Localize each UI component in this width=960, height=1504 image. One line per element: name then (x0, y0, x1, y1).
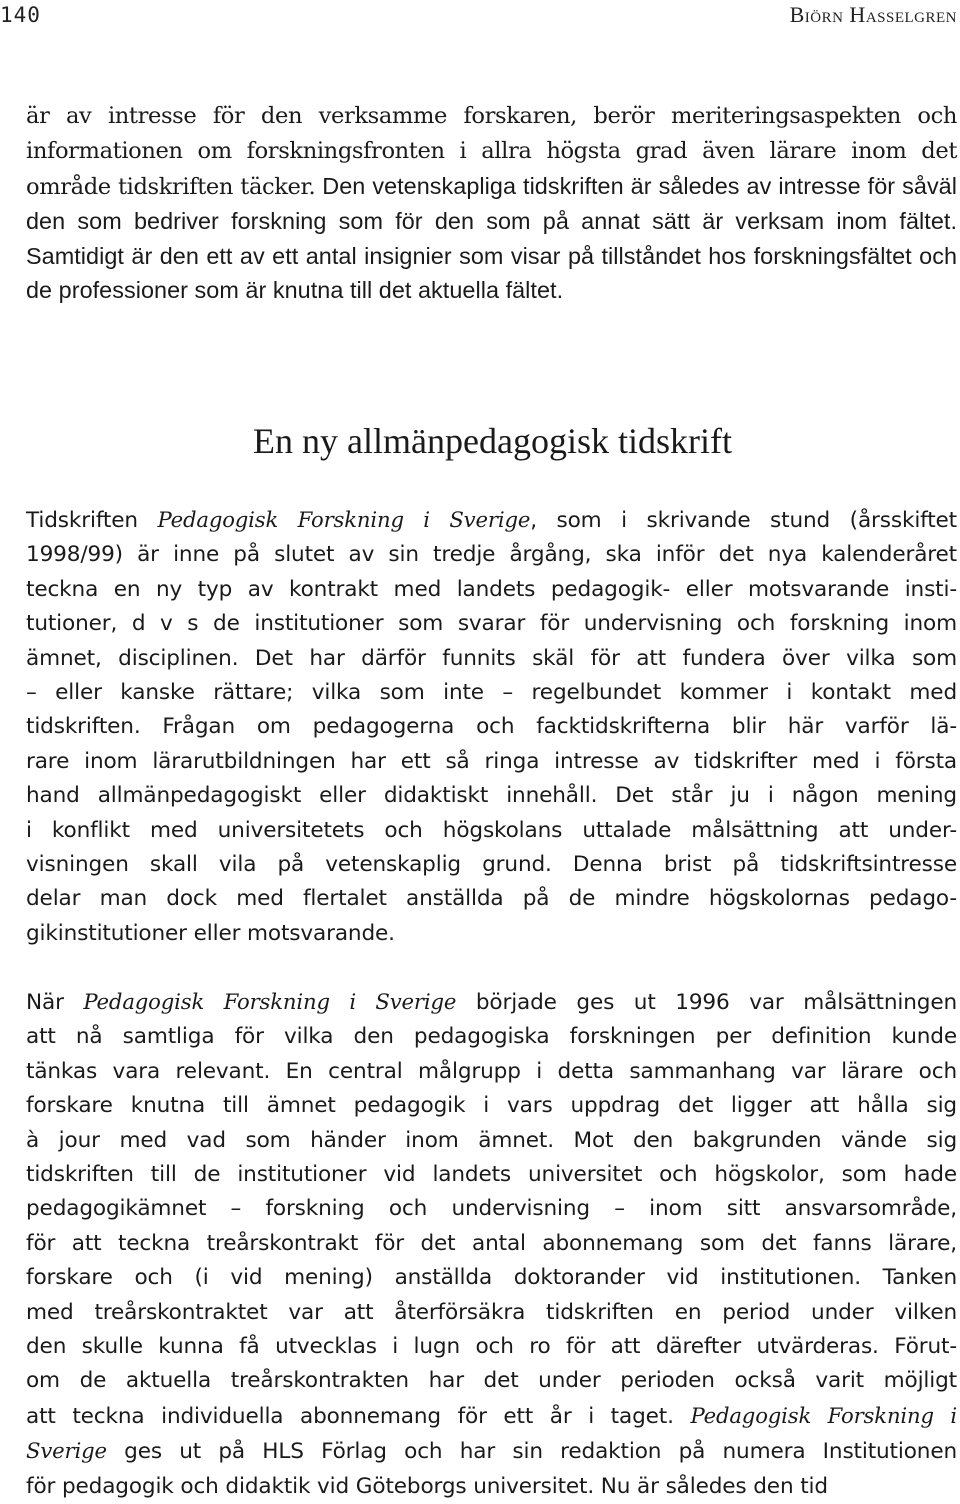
text-line: teckna en ny typ av kontrakt med landets pedagogik- eller motsvarande insti- (26, 576, 957, 602)
paragraph-intro-sans: Den vetenskapliga tidskriften är således av intresse för såväl den som bedriver forskning som för den som på annat sätt är verksam inom fältet. Samtidigt är den ett av ett antal insignier som visar på tillståndet hos forskningsfältet och de professioner som är knutna till det aktuella fältet. (26, 172, 957, 304)
paragraph-intro-serif: är av intresse för den verksamme forskaren, berör meriteringsaspekten och informationen om forskningsfronten i allra högsta grad även lärare inom det område tidskriften täcker. (26, 103, 957, 200)
text-line: för pedagogik och didaktik vid Göteborgs universitet. Nu är således den tid (26, 1473, 828, 1499)
text-line: tidskriften till de institutioner vid landets universitet och högskolor, som hade (26, 1162, 957, 1188)
text-line: forskare knutna till ämnet pedagogik i vars uppdrag det ligger att hålla sig (26, 1093, 957, 1119)
text-line: rare inom lärarutbildningen har ett så ringa intresse av tidskrifter med i första (26, 748, 957, 774)
journal-title-italic: Pedagogisk Forskning i Sverige (83, 989, 457, 1014)
text-line: 1998/99) är inne på slutet av sin tredje årgång, ska inför det nya kalenderåret (26, 542, 957, 568)
text-line: – eller kanske rättare; vilka som inte – regelbundet kommer i kontakt med (26, 680, 957, 706)
text-line: pedagogikämnet – forskning och undervisning – inom sitt ansvarsområde, (26, 1196, 957, 1222)
text-line: delar man dock med flertalet anställda på de mindre högskolornas pedago- (26, 886, 957, 912)
text-line: med treårskontraktet var att återförsäkra tidskriften en period under vilken (26, 1299, 957, 1325)
section-heading: En ny allmänpedagogisk tidskrift (253, 421, 732, 461)
page-number: 140 (0, 3, 41, 27)
text-line: den skulle kunna få utvecklas i lugn och ro för att därefter utvärderas. Förut- (26, 1334, 957, 1360)
text-line: När Pedagogisk Forskning i Sverige började ges ut 1996 var målsättningen (26, 989, 958, 1015)
journal-title-italic: Sverige (26, 1438, 107, 1464)
text-line: à jour med vad som händer inom ämnet. Mot den bakgrunden vände sig (26, 1127, 957, 1153)
text-line: i konflikt med universitetets och högskolans uttalade målsättning att under- (26, 817, 957, 843)
text-line: Tidskriften Pedagogisk Forskning i Sverige, som i skrivande stund (årsskiftet (26, 507, 958, 533)
text-line: forskare och (i vid mening) anställda doktorander vid institutionen. Tanken (26, 1265, 957, 1291)
paragraph-intro (26, 98, 957, 307)
journal-title-italic: Pedagogisk Forskning i (690, 1402, 957, 1428)
paragraph-section-1 (26, 503, 957, 951)
text-line: ämnet, disciplinen. Det har därför funnits skäl för att fundera över vilka som (26, 645, 957, 671)
text-line: för att teckna treårskontrakt för det antal abonnemang som det fanns lärare, (26, 1230, 957, 1256)
text-line: tidskriften. Frågan om pedagogerna och facktidskrifterna blir här varför lä- (26, 714, 957, 740)
paragraph-section-2 (26, 985, 957, 1504)
text-line: hand allmänpedagogiskt eller didaktiskt innehåll. Det står ju i någon mening (26, 783, 957, 809)
text-line: att teckna individuella abonnemang för ett år i taget. Pedagogisk Forskning i (26, 1402, 957, 1429)
page-header (0, 0, 960, 30)
journal-title-italic: Pedagogisk Forskning i Sverige (157, 507, 531, 532)
text-line: Sverige ges ut på HLS Förlag och har sin redaktion på numera Institutionen (26, 1438, 957, 1465)
text-line: tänkas vara relevant. En central målgrupp i detta sammanhang var lärare och (26, 1058, 957, 1084)
text-line: om de aktuella treårskontrakten har det under perioden också varit möjligt (26, 1368, 957, 1394)
text-line: gikinstitutioner eller motsvarande. (26, 920, 395, 946)
running-head-author: Biörn Hasselgren (789, 2, 957, 27)
text-line: att nå samtliga för vilka den pedagogiska forskningen per definition kunde (26, 1024, 957, 1050)
text-line: tutioner, d v s de institutioner som svarar för undervisning och forskning inom (26, 611, 957, 637)
text-line: visningen skall vila på vetenskaplig grund. Denna brist på tidskriftsintresse (26, 852, 957, 878)
